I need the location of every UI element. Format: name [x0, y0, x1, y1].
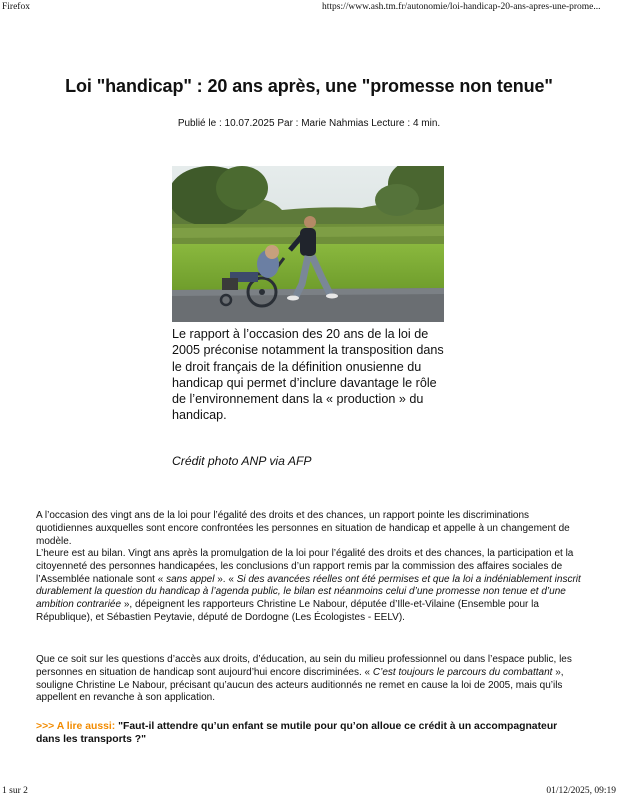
- article-meta: Publié le : 10.07.2025 Par : Marie Nahmias Lecture : 4 min.: [177, 118, 441, 129]
- article-paragraph-3: Que ce soit sur les questions d’accès aux droits, d’éducation, au sein du milieu professionnel ou dans l’espace public, les personnes en situation de handicap sont aujourd’hui encore discriminées. « C’est toujours le parcours du combattant », souligne Christine Le Nabour, précisant qu’aucun des acteurs auditionnés ne remet en cause la loi de 2005, mais qu’ils appellent en revanche à son application.: [36, 654, 572, 704]
- photo-credit: Crédit photo ANP via AFP: [172, 454, 312, 468]
- article-title: Loi "handicap" : 20 ans après, une "promesse non tenue": [65, 76, 553, 96]
- article-paragraph-2: L’heure est au bilan. Vingt ans après la promulgation de la loi pour l’égalité des droits et des chances, la participation et la citoyenneté des personnes handicapées, les conclusions d’un rapport remis par la commission des affaires sociales de l’Assemblée nationale sont « sans appel ». « Si des avancées réelles ont été permises et que la loi a indéniablement inscrit durablement la question du handicap à l’agenda public, le bilan est néanmoins celui d’une promesse non tenue et d’une ambition contrariée », dépeignent les rapporteurs Christine Le Nabour, députée d’Ille-et-Vilaine (Ensemble pour la République), et Sébastien Peytavie, député de Dordogne (Les Écologistes - EELV).: [36, 548, 581, 623]
- read-also: [36, 720, 584, 746]
- page-url[interactable]: https://www.ash.tm.fr/autonomie/loi-handicap-20-ans-apres-une-prome...: [322, 2, 601, 12]
- read-also-label: >>> A lire aussi:: [36, 721, 119, 732]
- browser-name: Firefox: [2, 2, 30, 12]
- article-intro: A l’occasion des vingt ans de la loi pour l’égalité des droits et des chances, un rapport pointe les discriminations quotidiennes auxquelles sont encore confrontées les personnes en situation de handicap et appelle à un changement de modèle.: [36, 510, 570, 547]
- photo-caption: Le rapport à l’occasion des 20 ans de la loi de 2005 préconise notamment la transposition dans le droit français de la définition onusienne du handicap qui permet d’inclure davantage le rôle de l’environnement dans la « production » du handicap.: [172, 327, 444, 423]
- read-also-link[interactable]: "Faut-il attendre qu’un enfant se mutile pour qu’on alloue ce crédit à un accompagnateur dans les transports ?": [36, 721, 558, 745]
- page-number: 1 sur 2: [2, 786, 28, 796]
- print-datetime: 01/12/2025, 09:19: [546, 786, 616, 796]
- article-photo: [172, 166, 444, 322]
